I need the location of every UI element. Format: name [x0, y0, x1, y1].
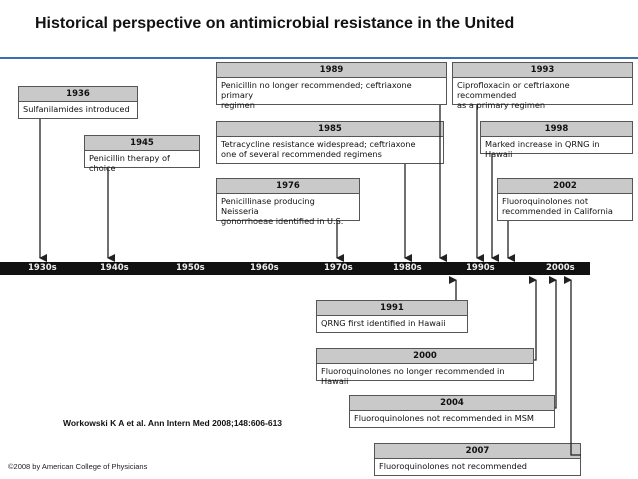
event-desc: Fluoroquinolones not recommended [379, 461, 527, 471]
event-year: 1993 [453, 63, 632, 78]
axis-tick-2000s: 2000s [546, 263, 575, 273]
event-desc: Fluoroquinolones not recommended in MSM [354, 413, 534, 423]
event-desc: Marked increase in QRNG in Hawaii [485, 139, 600, 159]
event-year: 1998 [481, 122, 632, 137]
arrow-2000 [534, 280, 536, 360]
axis-tick-1980s: 1980s [393, 263, 422, 273]
event-desc: Sulfanilamides introduced [23, 104, 130, 114]
event-year: 1945 [85, 136, 199, 151]
event-year: 1985 [217, 122, 443, 137]
event-desc: Tetracycline resistance widespread; ceftriaxone one of several recommended regimens [221, 139, 416, 159]
event-desc: Penicillin no longer recommended; ceftriaxone primary regimen [221, 80, 412, 110]
slide-title: Historical perspective on antimicrobial resistance in the United [35, 15, 515, 32]
arrow-2007 [571, 280, 581, 455]
event-desc: Ciprofloxacin or ceftriaxone recommended as a primary regimen [457, 80, 570, 110]
citation: Workowski K A et al. Ann Intern Med 2008;148:606-613 [63, 418, 283, 428]
axis-tick-1940s: 1940s [100, 263, 129, 273]
axis-tick-1930s: 1930s [28, 263, 57, 273]
event-desc: Fluoroquinolones no longer recommended in Hawaii [321, 366, 505, 386]
axis-tick-1970s: 1970s [324, 263, 353, 273]
event-year: 2004 [350, 396, 554, 411]
event-year: 2002 [498, 179, 632, 194]
axis-tick-1990s: 1990s [466, 263, 495, 273]
event-year: 2000 [317, 349, 533, 364]
event-desc: Penicillinase producing Neisseria gonorrhoeae identified in U.S. [221, 196, 344, 226]
event-year: 1991 [317, 301, 467, 316]
arrow-2004 [555, 280, 556, 408]
event-desc: Fluoroquinolones not recommended in California [502, 196, 613, 216]
event-year: 2007 [375, 444, 580, 459]
event-desc: QRNG first identified in Hawaii [321, 318, 446, 328]
event-year: 1976 [217, 179, 359, 194]
axis-tick-1960s: 1960s [250, 263, 279, 273]
copyright-notice: ©2008 by American College of Physicians [8, 462, 148, 471]
event-desc: Penicillin therapy of choice [89, 153, 170, 173]
event-year: 1936 [19, 87, 137, 102]
axis-tick-1950s: 1950s [176, 263, 205, 273]
event-year: 1989 [217, 63, 446, 78]
